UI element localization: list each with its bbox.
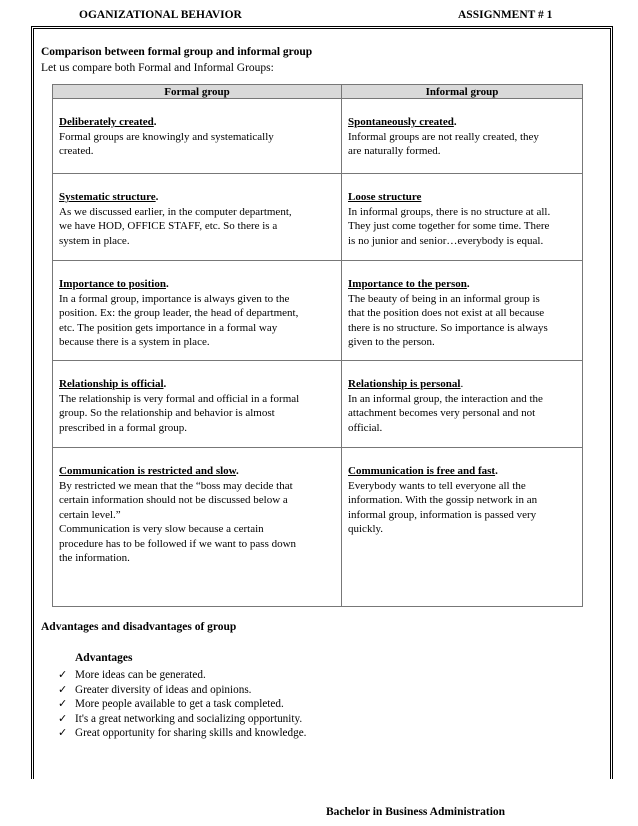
- formal-text: By restricted we mean that the “boss may decide that certain information should not be discussed below a certain level.” Communication is very slow because a certain procedure has to be followed if we want to pass down the information.: [59, 479, 297, 564]
- informal-text: Everybody wants to tell everyone all the information. With the gossip network in an informal group, information is passed very quickly.: [348, 479, 538, 535]
- informal-text: In informal groups, there is no structure at all. They just come together for some time. There is no junior and senior…everybody is equal.: [348, 205, 551, 247]
- formal-text: As we discussed earlier, in the computer department, we have HOD, OFFICE STAFF, etc. So there is a system in place.: [59, 205, 292, 247]
- comparison-table: [52, 84, 583, 607]
- footer-program-name: Bachelor in Business Administration: [326, 806, 506, 818]
- table-row: [53, 261, 583, 361]
- list-item: [58, 697, 306, 712]
- list-item-text: Greater diversity of ideas and opinions.: [75, 683, 252, 696]
- check-icon: ✓: [58, 669, 68, 681]
- table-row: [53, 174, 583, 261]
- check-icon: ✓: [58, 712, 68, 725]
- list-item-text: It's a great networking and socializing opportunity.: [75, 712, 303, 725]
- formal-cell: Deliberately created. Formal groups are knowingly and systematically created.: [53, 99, 342, 174]
- informal-heading: Spontaneously created: [348, 116, 454, 128]
- formal-heading: Communication is restricted and slow: [59, 465, 237, 477]
- list-item: [58, 712, 306, 727]
- informal-text: The beauty of being in an informal group is that the position does not exist at all because there is no structure. So importance is always given to the person.: [348, 292, 548, 348]
- informal-cell: Relationship is personal. In an informal group, the interaction and the attachment becomes very personal and not official.: [342, 361, 583, 448]
- formal-heading: Relationship is official: [59, 378, 164, 390]
- check-icon: ✓: [58, 727, 68, 739]
- check-icon: ✓: [58, 698, 68, 710]
- check-icon: ✓: [58, 683, 68, 696]
- informal-cell: Communication is free and fast. Everybody wants to tell everyone all the information. With the gossip network in an informal group, information is passed very quickly.: [342, 448, 583, 607]
- list-item-text: Great opportunity for sharing skills and knowledge.: [75, 727, 307, 739]
- list-item-text: More people available to get a task completed.: [75, 698, 284, 710]
- formal-text: The relationship is very formal and official in a formal group. So the relationship and behavior is almost prescribed in a formal group.: [59, 392, 300, 434]
- section-title-comparison: Comparison between formal group and informal group: [41, 46, 313, 58]
- formal-cell: Relationship is official. The relationship is very formal and official in a formal group. So the relationship and behavior is almost prescribed in a formal group.: [53, 361, 342, 448]
- informal-heading: Loose structure: [348, 191, 422, 203]
- formal-heading: Deliberately created: [59, 116, 154, 128]
- formal-text: Formal groups are knowingly and systematically created.: [59, 130, 274, 157]
- formal-heading: Systematic structure: [59, 191, 156, 203]
- header-assignment-number: ASSIGNMENT # 1: [458, 9, 553, 21]
- informal-cell: Importance to the person. The beauty of being in an informal group is that the position does not exist at all because there is no structure. So importance is always given to the person.: [342, 261, 583, 361]
- list-item: [58, 683, 306, 698]
- table-row: [53, 361, 583, 448]
- informal-cell: Spontaneously created. Informal groups are not really created, they are naturally formed.: [342, 99, 583, 174]
- section-title-advantages-disadvantages: Advantages and disadvantages of group: [41, 621, 237, 633]
- informal-cell: [342, 174, 583, 261]
- list-item: [58, 668, 306, 683]
- header-course-title: OGANIZATIONAL BEHAVIOR: [79, 9, 242, 21]
- formal-text: In a formal group, importance is always given to the position. Ex: the group leader, the head of department, etc. The position gets importance in a formal way because there is a system in place.: [59, 292, 299, 348]
- informal-text: Informal groups are not really created, they are naturally formed.: [348, 130, 539, 157]
- list-item-text: More ideas can be generated.: [75, 669, 206, 681]
- table-row: [53, 448, 583, 607]
- formal-heading: Importance to position: [59, 278, 166, 290]
- table-row: [53, 99, 583, 174]
- informal-heading: Importance to the person: [348, 278, 467, 290]
- informal-heading: Communication is free and fast: [348, 465, 496, 477]
- advantages-subtitle: Advantages: [75, 652, 133, 664]
- column-header-informal: Informal group: [342, 85, 583, 99]
- informal-heading: Relationship is personal: [348, 378, 461, 390]
- formal-cell: Systematic structure. As we discussed earlier, in the computer department, we have HOD, OFFICE STAFF, etc. So there is a system in place.: [53, 174, 342, 261]
- formal-cell: Communication is restricted and slow. By restricted we mean that the “boss may decide that certain information should not be discussed below a certain level.” Communication is very slow because a certain procedure has to be followed if we want to pass down the information.: [53, 448, 342, 607]
- advantages-list: [58, 668, 306, 741]
- column-header-formal: Formal group: [53, 85, 342, 99]
- list-item: [58, 726, 306, 741]
- section-intro: Let us compare both Formal and Informal Groups:: [41, 62, 274, 74]
- formal-cell: Importance to position. In a formal group, importance is always given to the position. Ex: the group leader, the head of department, etc. The position gets importance in a formal way because there is a system in place.: [53, 261, 342, 361]
- informal-text: In an informal group, the interaction and the attachment becomes very personal and not official.: [348, 392, 543, 434]
